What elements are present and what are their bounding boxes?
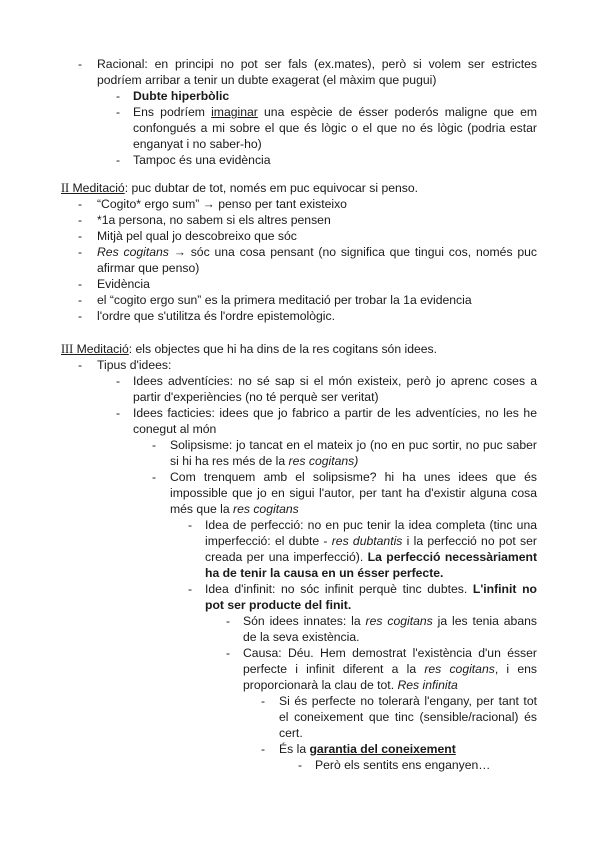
dash: - [78,293,83,307]
perfeccio-line-2: imperfecció: el dubte - res dubtantis i la perfecció no pot ser [205,534,537,548]
solipsisme-line-2: si hi ha res més de la res cogitans) [170,454,359,468]
dash: - [188,582,193,596]
perfeccio-line-3: creada per una imperfecció). La perfecció necessàriament [205,550,537,564]
garantia-line: És la garantia del coneixement [279,742,456,756]
trenquem-line-2: impossible que jo en sigui l'autor, per tant ha d'existir alguna cosa [170,486,537,500]
evidencia-item: Evidència [97,277,150,291]
section-3-heading: III Meditació: els objectes que hi ha dins de la res cogitans són idees. [61,342,438,356]
ordre-item: l'ordre que s'utilitza és l'ordre epistemològic. [97,309,335,323]
tipus-idees: Tipus d'idees: [97,358,172,372]
perfeccio-line-1: Idea de perfecció: no en puc tenir la idea completa (tinc una [205,518,537,532]
dash: - [261,742,266,756]
res-cogitans-line-2: afirmar que penso) [97,261,200,275]
dash: - [78,245,83,259]
mitja-item: Mitjà pel qual jo descobreixo que sóc [97,229,297,243]
dash: - [78,213,83,227]
ens-line-3: enganyat i no saber-ho) [133,137,262,151]
cogito-item: “Cogito* ergo sum” → penso per tant existeixo [97,197,347,211]
sentits-enganyen: Però els sentits ens enganyen… [315,758,491,772]
ens-line-2: confongués a mi sobre el que és lògic o el que no és lògic (podria estar [133,121,537,135]
dash: - [226,646,231,660]
perfeccio-line-4: ha de tenir la causa en un ésser perfecte. [205,566,444,580]
tampoc: Tampoc és una evidència [133,153,271,167]
dash: - [116,105,121,119]
dash: - [78,358,83,372]
racional-line-1: Racional: en principi no pot ser fals (ex.mates), però si volem ser estrictes [97,57,537,71]
dash: - [116,374,121,388]
infinit-line-2: pot ser producte del finit. [205,598,352,612]
dash: - [261,694,266,708]
dubte-hiperbolic: Dubte hiperbòlic [133,89,230,103]
racional-line-2: podríem arribar a tenir un dubte exagerat (el màxim que pugui) [97,73,437,87]
dash: - [188,518,193,532]
dash: - [78,309,83,323]
perfecte-engany-line-3: cert. [279,726,303,740]
dash: - [226,614,231,628]
primera-persona-item: *1a persona, no sabem si els altres pensen [97,213,331,227]
section-2-title: II Meditació [61,181,125,195]
facticies-line-2: conegut al món [133,422,217,436]
facticies-line-1: Idees facticies: idees que jo fabrico a partir de les adventícies, no les he [133,406,537,420]
dash: - [78,229,83,243]
dash: - [116,406,121,420]
cogito-ergo-sun-item: el “cogito ergo sun” es la primera meditació per trobar la 1a evidencia [97,293,472,307]
garantia-coneixement: garantia del coneixement [309,742,456,756]
section-3-title: III Meditació [61,342,129,356]
innates-line-2: de la seva existència. [243,630,360,644]
adventicies-line-1: Idees adventícies: no sé sap si el món existeix, però jo aprenc coses a [133,374,537,388]
dash: - [152,470,157,484]
dash: - [78,57,83,71]
dash: - [116,153,121,167]
adventicies-line-2: partir d'experiències (no té perquè ser veritat) [133,390,379,404]
infinit-line-1: Idea d'infinit: no sóc infinit perquè tinc dubtes. L'infinit no [205,582,537,596]
section-2-heading: II Meditació: puc dubtar de tot, només em puc equivocar si penso. [61,181,419,195]
causa-line-3: proporcionarà la clau de tot. Res infinita [243,678,458,692]
perfecte-engany-line-1: Si és perfecte no tolerarà l'engany, per tant tot [279,694,537,708]
res-cogitans-line-1: Res cogitans → sóc una cosa pensant (no significa que tingui cos, només puc [97,245,538,259]
dash: - [78,197,83,211]
innates-line-1: Són idees innates: la res cogitans ja les tenia abans [243,614,537,628]
trenquem-line-1: Com trenquem amb el solipsisme? hi ha unes idees que és [170,470,537,484]
trenquem-line-3: més que la res cogitans [170,502,299,516]
dash: - [298,758,303,772]
dash: - [78,277,83,291]
dash: - [152,438,157,452]
causa-line-2: perfecte i infinit diferent a la res cogitans, i ens [243,662,537,676]
dash: - [116,89,121,103]
causa-line-1: Causa: Déu. Hem demostrat l'existència d'un ésser [243,646,537,660]
solipsisme-line-1: Solipsisme: jo tancat en el mateix jo (no en puc sortir, no puc saber [170,438,537,452]
perfecte-engany-line-2: el coneixement que tinc (sensible/racional) és [279,710,537,724]
ens-line-1: Ens podríem imaginar una espècie de ésser poderós maligne que em [133,105,538,119]
